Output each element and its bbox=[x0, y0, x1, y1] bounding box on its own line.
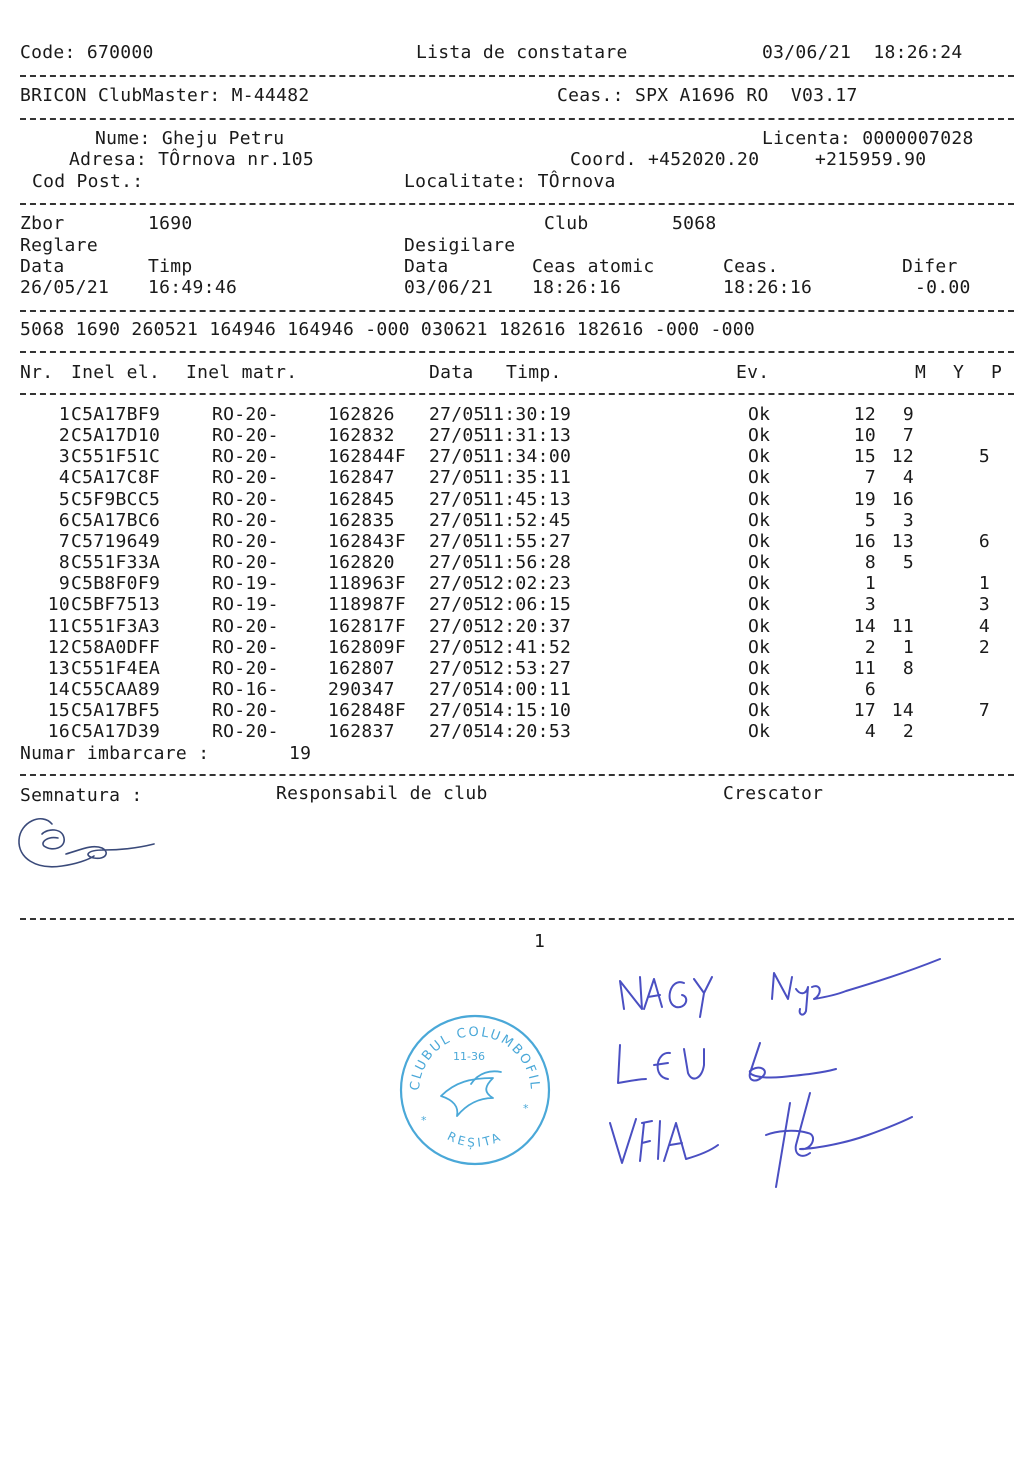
cell-ev: Ok bbox=[748, 594, 771, 616]
cell-date: 27/05 bbox=[429, 552, 485, 574]
cell-nr: 15 bbox=[47, 700, 70, 722]
cell-m: 2 bbox=[864, 636, 876, 658]
cell-p: 3 bbox=[978, 594, 990, 616]
col-header-inel-matr: Inel matr. bbox=[186, 362, 298, 383]
col-header-ev: Ev. bbox=[736, 362, 770, 383]
cell-nr: 2 bbox=[58, 425, 70, 447]
cell-m: 5 bbox=[864, 509, 876, 531]
cell-date: 27/05 bbox=[429, 467, 485, 489]
cell-m: 4 bbox=[864, 721, 876, 743]
reglare-time: 16:49:46 bbox=[148, 277, 238, 298]
stamp-text-top: CLUBUL COLUMBOFIL bbox=[407, 1024, 543, 1092]
owner-address: Adresa: TÔrnova nr.105 bbox=[69, 149, 315, 170]
cell-m: 7 bbox=[864, 467, 876, 489]
cell-nr: 6 bbox=[58, 509, 70, 531]
table-row bbox=[0, 658, 1024, 679]
zbor-label: Zbor bbox=[20, 213, 65, 234]
cell-nr: 13 bbox=[47, 657, 70, 679]
table-row bbox=[0, 552, 1024, 573]
reglare-time-header: Timp bbox=[148, 256, 193, 277]
divider bbox=[20, 310, 1014, 312]
table-row bbox=[0, 616, 1024, 637]
cell-date: 27/05 bbox=[429, 404, 485, 425]
zbor-value: 1690 bbox=[148, 213, 193, 234]
cell-time: 11:34:00 bbox=[482, 446, 572, 468]
cell-inel-el: C55CAA89 bbox=[71, 678, 161, 700]
cell-y: 16 bbox=[891, 488, 914, 510]
owner-postcode: Cod Post.: bbox=[32, 171, 144, 192]
cell-time: 12:02:23 bbox=[482, 573, 572, 595]
cell-m: 11 bbox=[853, 657, 876, 679]
cell-date: 27/05 bbox=[429, 509, 485, 531]
dove-icon bbox=[441, 1071, 501, 1116]
owner-coordinates: Coord. +452020.20 +215959.90 bbox=[570, 149, 927, 170]
cell-ev: Ok bbox=[748, 488, 771, 510]
stamp-number: 11-36 bbox=[453, 1050, 485, 1063]
cell-p: 4 bbox=[978, 615, 990, 637]
cell-m: 10 bbox=[853, 425, 876, 447]
cell-inel-el: C5A17BC6 bbox=[71, 509, 161, 531]
table-row bbox=[0, 404, 1024, 425]
divider bbox=[20, 75, 1014, 77]
cell-y: 3 bbox=[902, 509, 914, 531]
desigilare-date-header: Data bbox=[404, 256, 449, 277]
table-row bbox=[0, 510, 1024, 531]
cell-time: 12:20:37 bbox=[482, 615, 572, 637]
cell-time: 11:45:13 bbox=[482, 488, 572, 510]
cell-inel-matr: 118963F bbox=[328, 573, 406, 595]
cell-nr: 9 bbox=[58, 573, 70, 595]
table-row bbox=[0, 594, 1024, 615]
cell-date: 27/05 bbox=[429, 657, 485, 679]
col-header-nr: Nr. bbox=[20, 362, 54, 383]
cell-ring-prefix: RO-20- bbox=[212, 700, 279, 722]
cell-m: 15 bbox=[853, 446, 876, 468]
divider bbox=[20, 774, 1014, 776]
cell-m: 19 bbox=[853, 488, 876, 510]
cell-p: 5 bbox=[978, 446, 990, 468]
reglare-label: Reglare bbox=[20, 235, 98, 256]
signature-label: Semnatura : bbox=[20, 785, 143, 806]
club-value: 5068 bbox=[672, 213, 717, 234]
cell-m: 16 bbox=[853, 530, 876, 552]
cell-ev: Ok bbox=[748, 467, 771, 489]
atomic-clock-header: Ceas atomic bbox=[532, 256, 655, 277]
divider bbox=[20, 203, 1014, 205]
owner-locality: Localitate: TÔrnova bbox=[404, 171, 616, 192]
cell-y: 5 bbox=[902, 552, 914, 574]
cell-nr: 3 bbox=[58, 446, 70, 468]
cell-inel-el: C5719649 bbox=[71, 530, 161, 552]
cell-ev: Ok bbox=[748, 446, 771, 468]
cell-date: 27/05 bbox=[429, 636, 485, 658]
cell-time: 11:35:11 bbox=[482, 467, 572, 489]
cell-inel-matr: 162809F bbox=[328, 636, 406, 658]
cell-nr: 1 bbox=[58, 404, 70, 425]
cell-ev: Ok bbox=[748, 636, 771, 658]
document-title: Lista de constatare bbox=[416, 42, 628, 63]
club-responsible-label: Responsabil de club bbox=[276, 783, 488, 804]
cell-date: 27/05 bbox=[429, 425, 485, 447]
cell-time: 12:53:27 bbox=[482, 657, 572, 679]
cell-time: 14:15:10 bbox=[482, 700, 572, 722]
signature-image bbox=[14, 808, 164, 878]
cell-inel-matr: 162807 bbox=[328, 657, 395, 679]
owner-name: Nume: Gheju Petru bbox=[95, 128, 285, 149]
cell-time: 11:31:13 bbox=[482, 425, 572, 447]
code-line: 5068 1690 260521 164946 164946 -000 030621 182616 182616 -000 -000 bbox=[20, 319, 756, 340]
document-code: Code: 670000 bbox=[20, 42, 154, 63]
divider bbox=[20, 393, 1014, 395]
cell-y: 4 bbox=[902, 467, 914, 489]
cell-ring-prefix: RO-20- bbox=[212, 425, 279, 447]
cell-inel-el: C5B8F0F9 bbox=[71, 573, 161, 595]
cell-time: 11:56:28 bbox=[482, 552, 572, 574]
cell-y: 2 bbox=[902, 721, 914, 743]
page-number: 1 bbox=[534, 931, 546, 952]
cell-ring-prefix: RO-19- bbox=[212, 594, 279, 616]
cell-ev: Ok bbox=[748, 657, 771, 679]
cell-inel-matr: 118987F bbox=[328, 594, 406, 616]
cell-date: 27/05 bbox=[429, 488, 485, 510]
table-row bbox=[0, 679, 1024, 700]
cell-ev: Ok bbox=[748, 700, 771, 722]
cell-ev: Ok bbox=[748, 552, 771, 574]
cell-inel-el: C5A17BF9 bbox=[71, 404, 161, 425]
col-header-data: Data bbox=[429, 362, 474, 383]
cell-inel-el: C551F3A3 bbox=[71, 615, 161, 637]
desigilare-date: 03/06/21 bbox=[404, 277, 494, 298]
cell-ring-prefix: RO-20- bbox=[212, 552, 279, 574]
cell-inel-matr: 162835 bbox=[328, 509, 395, 531]
svg-text:*: * bbox=[421, 1114, 427, 1127]
cell-ev: Ok bbox=[748, 530, 771, 552]
cell-time: 12:06:15 bbox=[482, 594, 572, 616]
table-row bbox=[0, 425, 1024, 446]
cell-date: 27/05 bbox=[429, 700, 485, 722]
document-datetime: 03/06/21 18:26:24 bbox=[762, 42, 963, 63]
cell-inel-matr: 162845 bbox=[328, 488, 395, 510]
table-row bbox=[0, 467, 1024, 488]
cell-ev: Ok bbox=[748, 425, 771, 447]
cell-ring-prefix: RO-20- bbox=[212, 404, 279, 425]
cell-time: 11:55:27 bbox=[482, 530, 572, 552]
cell-inel-el: C5A17D10 bbox=[71, 425, 161, 447]
cell-ring-prefix: RO-16- bbox=[212, 678, 279, 700]
cell-inel-matr: 162843F bbox=[328, 530, 406, 552]
col-header-timp: Timp. bbox=[506, 362, 562, 383]
cell-p: 1 bbox=[978, 573, 990, 595]
cell-inel-matr: 162847 bbox=[328, 467, 395, 489]
cell-y: 1 bbox=[902, 636, 914, 658]
reglare-date-header: Data bbox=[20, 256, 65, 277]
difference-header: Difer bbox=[902, 256, 958, 277]
cell-time: 14:00:11 bbox=[482, 678, 572, 700]
cell-inel-matr: 162837 bbox=[328, 721, 395, 743]
cell-nr: 16 bbox=[47, 721, 70, 743]
cell-ring-prefix: RO-20- bbox=[212, 721, 279, 743]
cell-ring-prefix: RO-20- bbox=[212, 530, 279, 552]
cell-time: 11:52:45 bbox=[482, 509, 572, 531]
cell-nr: 11 bbox=[47, 615, 70, 637]
imbarcare-value: 19 bbox=[289, 743, 312, 764]
cell-y: 7 bbox=[902, 425, 914, 447]
table-row bbox=[0, 446, 1024, 467]
cell-ring-prefix: RO-20- bbox=[212, 657, 279, 679]
cell-m: 17 bbox=[853, 700, 876, 722]
cell-m: 8 bbox=[864, 552, 876, 574]
cell-y: 11 bbox=[891, 615, 914, 637]
clock-time: 18:26:16 bbox=[723, 277, 813, 298]
cell-nr: 8 bbox=[58, 552, 70, 574]
cell-m: 6 bbox=[864, 678, 876, 700]
cell-inel-el: C5A17C8F bbox=[71, 467, 161, 489]
cell-date: 27/05 bbox=[429, 573, 485, 595]
cell-m: 3 bbox=[864, 594, 876, 616]
cell-y: 9 bbox=[902, 404, 914, 425]
stamp-text-bottom: REȘITA bbox=[445, 1128, 505, 1150]
col-header-m: M bbox=[915, 362, 927, 383]
col-header-p: P bbox=[991, 362, 1003, 383]
cell-ev: Ok bbox=[748, 615, 771, 637]
atomic-clock-time: 18:26:16 bbox=[532, 277, 622, 298]
table-row bbox=[0, 573, 1024, 594]
col-header-inel-el: Inel el. bbox=[71, 362, 161, 383]
cell-m: 14 bbox=[853, 615, 876, 637]
cell-inel-matr: 162848F bbox=[328, 700, 406, 722]
cell-ring-prefix: RO-19- bbox=[212, 573, 279, 595]
cell-nr: 10 bbox=[47, 594, 70, 616]
svg-text:*: * bbox=[523, 1102, 529, 1115]
cell-date: 27/05 bbox=[429, 721, 485, 743]
cell-inel-el: C5F9BCC5 bbox=[71, 488, 161, 510]
cell-nr: 12 bbox=[47, 636, 70, 658]
cell-inel-matr: 162832 bbox=[328, 425, 395, 447]
divider bbox=[20, 118, 1014, 120]
table-row bbox=[0, 721, 1024, 742]
imbarcare-label: Numar imbarcare : bbox=[20, 743, 210, 764]
cell-ring-prefix: RO-20- bbox=[212, 446, 279, 468]
cell-ev: Ok bbox=[748, 509, 771, 531]
cell-inel-el: C58A0DFF bbox=[71, 636, 161, 658]
cell-ring-prefix: RO-20- bbox=[212, 509, 279, 531]
cell-inel-el: C5BF7513 bbox=[71, 594, 161, 616]
table-row bbox=[0, 531, 1024, 552]
table-row bbox=[0, 700, 1024, 721]
cell-nr: 14 bbox=[47, 678, 70, 700]
cell-inel-el: C551F4EA bbox=[71, 657, 161, 679]
cell-p: 7 bbox=[978, 700, 990, 722]
cell-y: 8 bbox=[902, 657, 914, 679]
cell-inel-el: C551F33A bbox=[71, 552, 161, 574]
cell-inel-el: C5A17D39 bbox=[71, 721, 161, 743]
divider bbox=[20, 918, 1014, 920]
clock-header: Ceas. bbox=[723, 256, 779, 277]
cell-inel-matr: 162817F bbox=[328, 615, 406, 637]
reglare-date: 26/05/21 bbox=[20, 277, 110, 298]
table-row bbox=[0, 637, 1024, 658]
cell-ev: Ok bbox=[748, 721, 771, 743]
cell-date: 27/05 bbox=[429, 446, 485, 468]
cell-p: 6 bbox=[978, 530, 990, 552]
cell-nr: 5 bbox=[58, 488, 70, 510]
cell-inel-matr: 162844F bbox=[328, 446, 406, 468]
cell-ring-prefix: RO-20- bbox=[212, 636, 279, 658]
desigilare-label: Desigilare bbox=[404, 235, 516, 256]
cell-time: 12:41:52 bbox=[482, 636, 572, 658]
cell-y: 13 bbox=[891, 530, 914, 552]
cell-nr: 7 bbox=[58, 530, 70, 552]
cell-nr: 4 bbox=[58, 467, 70, 489]
cell-inel-matr: 290347 bbox=[328, 678, 395, 700]
cell-time: 14:20:53 bbox=[482, 721, 572, 743]
cell-inel-el: C5A17BF5 bbox=[71, 700, 161, 722]
cell-m: 12 bbox=[853, 404, 876, 425]
cell-m: 1 bbox=[864, 573, 876, 595]
cell-y: 12 bbox=[891, 446, 914, 468]
table-row bbox=[0, 489, 1024, 510]
clock-info: Ceas.: SPX A1696 RO V03.17 bbox=[557, 85, 858, 106]
col-header-y: Y bbox=[953, 362, 965, 383]
owner-licence: Licenta: 0000007028 bbox=[762, 128, 974, 149]
divider bbox=[20, 351, 1014, 353]
cell-inel-matr: 162826 bbox=[328, 404, 395, 425]
cell-ring-prefix: RO-20- bbox=[212, 467, 279, 489]
device-name: BRICON ClubMaster: M-44482 bbox=[20, 85, 310, 106]
club-label: Club bbox=[544, 213, 589, 234]
cell-date: 27/05 bbox=[429, 594, 485, 616]
club-stamp bbox=[397, 1012, 553, 1168]
cell-p: 2 bbox=[978, 636, 990, 658]
cell-date: 27/05 bbox=[429, 530, 485, 552]
breeder-label: Crescator bbox=[723, 783, 824, 804]
cell-ev: Ok bbox=[748, 678, 771, 700]
cell-ring-prefix: RO-20- bbox=[212, 615, 279, 637]
committee-handwriting bbox=[600, 955, 960, 1195]
cell-ev: Ok bbox=[748, 573, 771, 595]
cell-ev: Ok bbox=[748, 404, 771, 425]
cell-date: 27/05 bbox=[429, 615, 485, 637]
difference-value: -0.00 bbox=[915, 277, 971, 298]
cell-y: 14 bbox=[891, 700, 914, 722]
cell-ring-prefix: RO-20- bbox=[212, 488, 279, 510]
cell-time: 11:30:19 bbox=[482, 404, 572, 425]
cell-inel-matr: 162820 bbox=[328, 552, 395, 574]
cell-inel-el: C551F51C bbox=[71, 446, 161, 468]
cell-date: 27/05 bbox=[429, 678, 485, 700]
